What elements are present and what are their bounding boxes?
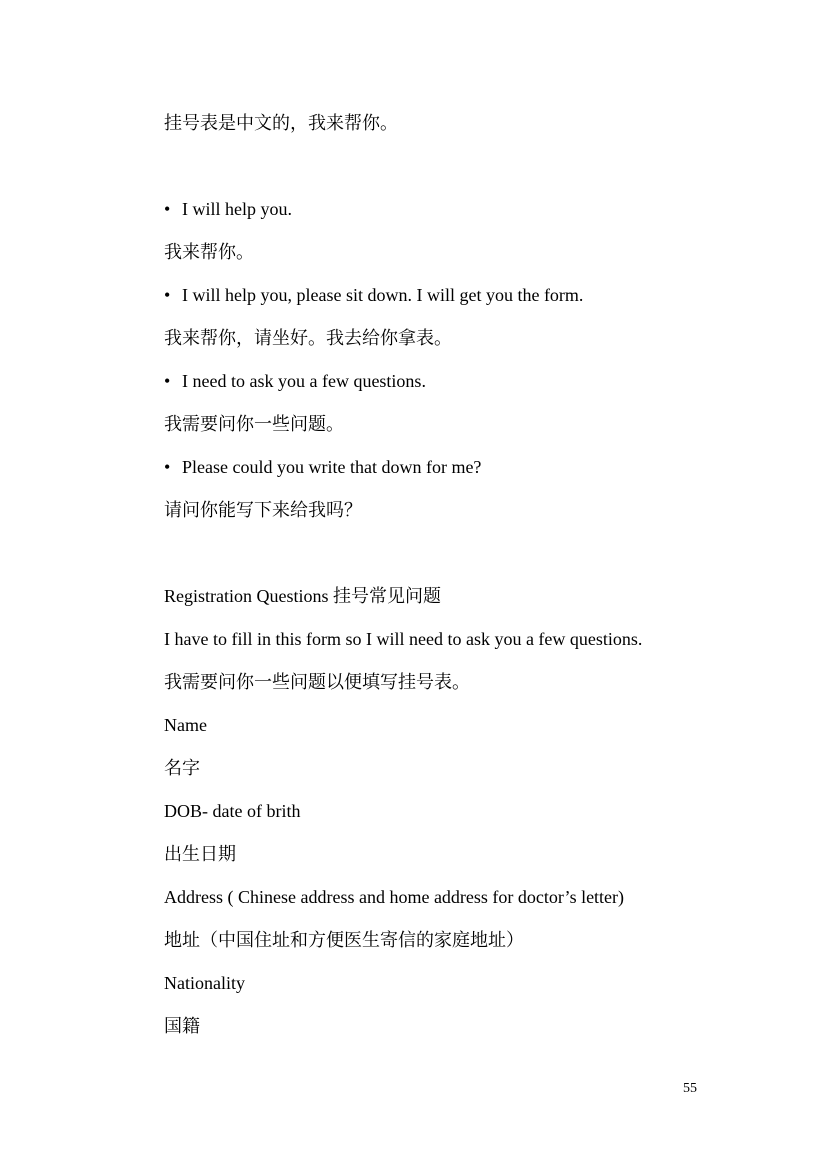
phrase-en-4 [164,455,481,479]
question-address-en: Address ( Chinese address and home address for doctor’s letter) [164,887,625,907]
phrase-en-text: I will help you, please sit down. I will get you the form. [182,285,584,305]
phrase-zh-4: 请问你能写下来给我吗？ [164,500,362,520]
bullet-icon: • [164,371,171,391]
phrase-zh-2: 我来帮你，请坐好。我去给你拿表。 [164,328,452,348]
phrase-zh-3: 我需要问你一些问题。 [164,414,344,434]
question-dob-zh: 出生日期 [164,844,236,864]
question-nationality-zh: 国籍 [164,1016,200,1036]
question-address-zh: 地址（中国住址和方便医生寄信的家庭地址） [164,930,524,950]
intro-text: 挂号表是中文的，我来帮你。 [164,113,398,133]
question-name-en: Name [164,715,207,735]
registration-intro-zh: 我需要问你一些问题以便填写挂号表。 [164,672,470,692]
phrase-en-1 [164,197,292,221]
phrase-en-text: I need to ask you a few questions. [182,371,426,391]
phrase-en-3 [164,369,426,393]
question-nationality-en: Nationality [164,973,245,993]
phrase-en-2 [164,283,583,307]
bullet-icon: • [164,457,171,477]
phrase-zh-1: 我来帮你。 [164,242,254,262]
phrase-en-text: I will help you. [182,199,292,219]
question-name-zh: 名字 [164,758,200,778]
bullet-icon: • [164,285,171,305]
bullet-icon: • [164,199,171,219]
registration-intro-en: I have to fill in this form so I will need to ask you a few questions. [164,629,643,649]
phrase-en-text: Please could you write that down for me? [182,457,482,477]
question-dob-en: DOB- date of brith [164,801,301,821]
registration-heading: Registration Questions 挂号常见问题 [164,586,441,606]
page-number: 55 [683,1081,697,1096]
